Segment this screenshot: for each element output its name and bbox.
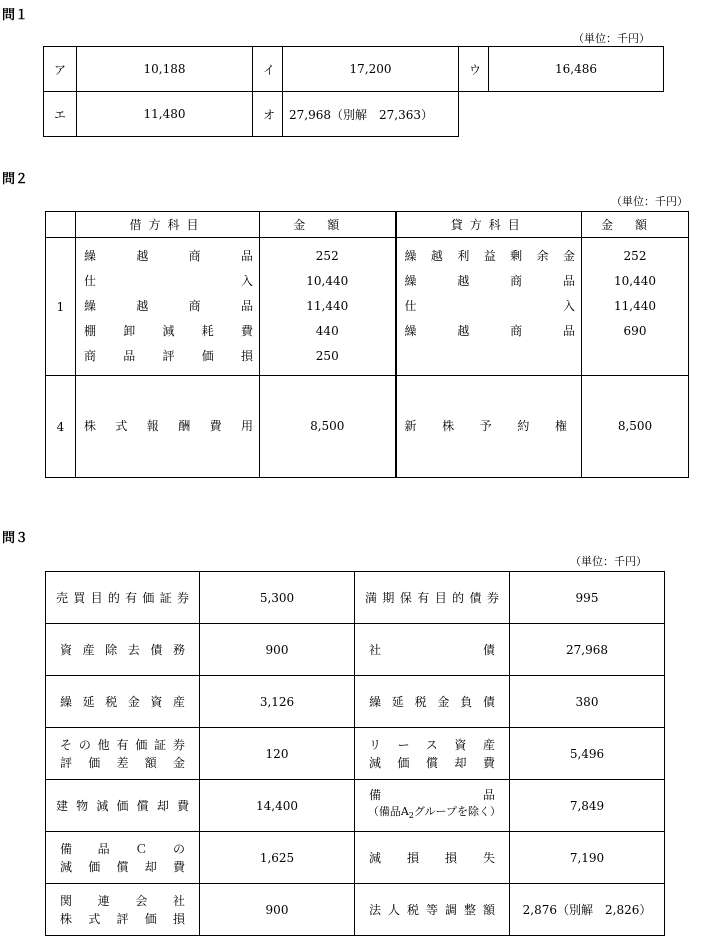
debit-amount: 10,440 — [306, 274, 349, 288]
credit-account: 繰越利益剰余金 — [404, 249, 575, 263]
credit-account: 新株予約権 — [404, 419, 567, 433]
debit-amount: 440 — [315, 324, 339, 338]
q1-label-u: ウ — [459, 47, 489, 92]
debit-amount: 8,500 — [310, 419, 345, 433]
item-value: 14,400 — [200, 780, 355, 832]
item-value: 5,300 — [200, 572, 355, 624]
item-label: 資産除去債務 — [60, 642, 185, 657]
table-row — [46, 376, 689, 478]
header-credit-amount: 金額 — [582, 212, 689, 238]
q1-table — [43, 46, 664, 137]
item-label: 減損損失 — [369, 850, 495, 865]
table-row — [46, 212, 689, 238]
item-value: 3,126 — [200, 676, 355, 728]
item-label: 建物減価償却費 — [56, 799, 189, 813]
item-value: 120 — [200, 728, 355, 780]
debit-accounts — [76, 238, 260, 376]
credit-account: 繰越商品 — [404, 274, 575, 288]
q1-label-o: オ — [253, 92, 283, 137]
q1-value-u: 16,486 — [489, 47, 664, 92]
table-row — [46, 624, 665, 676]
item-label-line1: リース資産 — [369, 737, 495, 752]
item-note: （備品$A_2$グループを除く） — [367, 805, 501, 821]
q1-label-e: エ — [44, 92, 77, 137]
item-label: 備品 — [369, 788, 495, 803]
credit-amount: 10,440 — [614, 274, 656, 288]
table-row — [44, 47, 664, 92]
debit-account: 仕入 — [84, 274, 253, 288]
table-row — [46, 238, 689, 376]
table-row — [46, 780, 665, 832]
debit-account: 繰越商品 — [84, 299, 253, 313]
credit-amount: 252 — [623, 249, 647, 263]
credit-amount: 690 — [623, 324, 647, 338]
item-label-line2: 減価償却費 — [60, 859, 185, 874]
debit-amount: 250 — [315, 349, 339, 363]
header-debit-amount: 金額 — [260, 212, 396, 238]
credit-account: 繰越商品 — [404, 324, 575, 338]
debit-account: 繰越商品 — [84, 249, 253, 263]
debit-amounts — [260, 238, 396, 376]
item-label-line1: 関連会社 — [60, 893, 185, 908]
table-row — [46, 884, 665, 936]
item-label-line1: 備品Ｃの — [60, 841, 185, 856]
item-value: 7,190 — [510, 832, 665, 884]
item-value: 7,849 — [510, 780, 665, 832]
table-row — [46, 728, 665, 780]
q2-heading: 問２ — [2, 172, 29, 187]
debit-amount: 252 — [315, 249, 339, 263]
item-label: 繰延税金資産 — [60, 694, 185, 709]
debit-account: 商品評価損 — [84, 349, 253, 363]
table-row — [44, 92, 664, 137]
q1-unit: （単位：千円） — [573, 32, 650, 45]
credit-amount: 11,440 — [614, 299, 656, 313]
item-label-line1: その他有価証券 — [60, 737, 185, 752]
item-label: 満期保有目的債券 — [365, 591, 499, 605]
q1-value-a: 10,188 — [77, 47, 253, 92]
item-label: 売買目的有価証券 — [56, 591, 189, 605]
q1-label-i: イ — [253, 47, 283, 92]
table-row — [46, 832, 665, 884]
credit-amount: 8,500 — [617, 419, 653, 433]
header-debit-account: 借方科目 — [76, 212, 260, 238]
q2-journal-table — [45, 211, 689, 478]
item-label: 社債 — [369, 642, 495, 657]
item-value: 2,876（別解 2,826） — [510, 884, 665, 936]
debit-amount: 11,440 — [306, 299, 349, 313]
debit-account: 株式報酬費用 — [84, 419, 253, 433]
item-label-line2: 株式評価損 — [60, 911, 185, 926]
credit-accounts — [396, 238, 582, 376]
debit-account: 棚卸減耗費 — [84, 324, 253, 338]
item-value: 5,496 — [510, 728, 665, 780]
item-value: 900 — [200, 624, 355, 676]
item-label: 法人税等調整額 — [369, 902, 495, 917]
item-value: 27,968 — [510, 624, 665, 676]
table-row — [46, 676, 665, 728]
q3-unit: （単位：千円） — [570, 555, 647, 568]
item-label-line2: 減価償却費 — [369, 755, 495, 770]
entry-no: 1 — [46, 238, 76, 376]
item-value: 900 — [200, 884, 355, 936]
credit-account: 仕入 — [404, 299, 575, 313]
q1-value-i: 17,200 — [283, 47, 459, 92]
table-row — [46, 572, 665, 624]
q1-value-o: 27,968（別解 27,363） — [283, 92, 459, 137]
entry-no: 4 — [46, 376, 76, 478]
q3-heading: 問３ — [2, 531, 29, 546]
credit-amounts — [582, 238, 689, 376]
item-value: 995 — [510, 572, 665, 624]
item-value: 1,625 — [200, 832, 355, 884]
q3-table — [45, 571, 665, 936]
header-credit-account: 貸方科目 — [396, 212, 582, 238]
item-value: 380 — [510, 676, 665, 728]
q2-unit: （単位：千円） — [611, 195, 688, 208]
item-label: 繰延税金負債 — [369, 694, 495, 709]
item-label-line2: 評価差額金 — [60, 755, 185, 770]
q1-heading: 問１ — [2, 8, 29, 23]
q1-label-a: ア — [44, 47, 77, 92]
q1-value-e: 11,480 — [77, 92, 253, 137]
